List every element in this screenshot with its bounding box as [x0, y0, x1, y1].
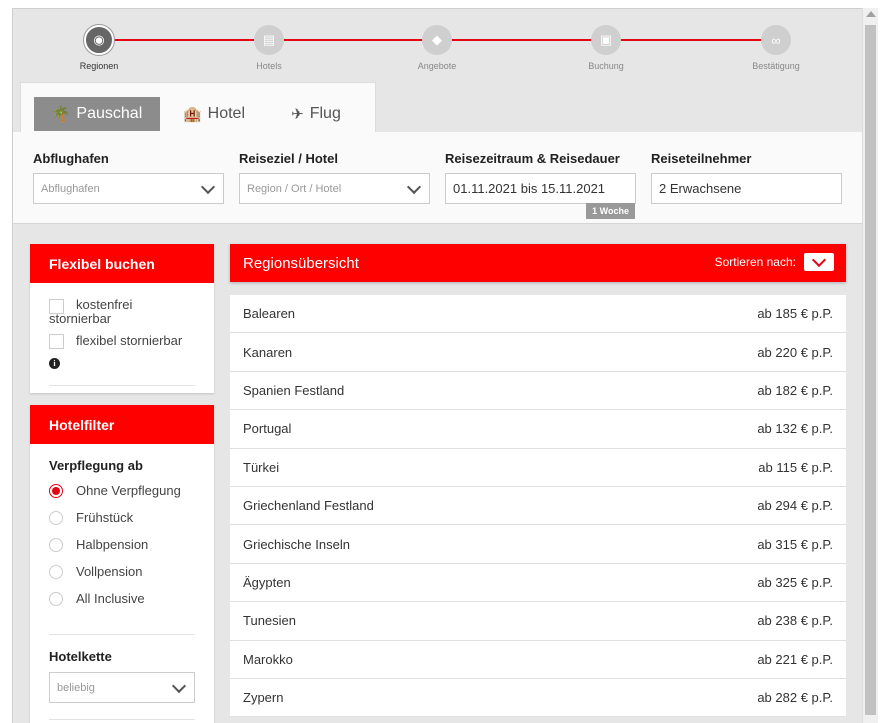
radio-label: Vollpension: [76, 564, 143, 579]
chevron-down-icon: [407, 180, 421, 194]
sort-label: Sortieren nach:: [714, 255, 796, 269]
radio-button[interactable]: [49, 565, 63, 579]
region-row[interactable]: [230, 372, 846, 410]
region-price: ab 282 € p.P.: [757, 690, 833, 706]
tag-icon: ◆: [422, 25, 452, 55]
step-label: Bestätigung: [752, 61, 800, 71]
checkbox[interactable]: [49, 334, 64, 349]
travellers-value: 2 Erwachsene: [659, 181, 742, 196]
region-name: Spanien Festland: [243, 382, 345, 398]
region-price: ab 182 € p.P.: [757, 382, 833, 398]
bed-icon: ▤: [254, 25, 284, 55]
palm-tree-icon: 🌴: [51, 106, 71, 123]
region-list: [230, 295, 846, 717]
region-name: Griechische Inseln: [243, 536, 350, 552]
flex-booking-card: [30, 244, 214, 393]
cart-icon: ▣: [591, 25, 621, 55]
region-name: Balearen: [243, 306, 296, 322]
region-price: ab 315 € p.P.: [757, 536, 833, 552]
radio-button[interactable]: [49, 538, 63, 552]
region-row[interactable]: [230, 410, 846, 448]
period-group: [445, 151, 636, 216]
board-option-all-inclusive[interactable]: [30, 585, 214, 612]
board-option-full[interactable]: [30, 558, 214, 585]
sort-control[interactable]: [715, 253, 834, 271]
search-form: [13, 132, 862, 224]
departure-select[interactable]: [33, 173, 224, 204]
step-angebote[interactable]: [377, 25, 497, 71]
tab-label: Flug: [309, 105, 341, 122]
step-label: Regionen: [79, 61, 119, 71]
divider: [49, 719, 195, 720]
period-label: Reisezeitraum & Reisedauer: [445, 151, 620, 166]
chain-value: beliebig: [57, 681, 95, 694]
divider: [49, 634, 195, 635]
destination-select[interactable]: [239, 173, 430, 204]
radio-label: All Inclusive: [76, 591, 145, 606]
region-row[interactable]: [230, 525, 846, 563]
departure-group: [33, 151, 224, 204]
region-name: Marokko: [243, 651, 293, 667]
region-overview-title: Regionsübersicht: [243, 254, 359, 272]
step-buchung[interactable]: [546, 25, 666, 71]
step-label: Angebote: [417, 61, 457, 71]
departure-label: Abflughafen: [33, 151, 109, 166]
plane-icon: ✈: [291, 106, 304, 123]
board-option-none[interactable]: [30, 477, 214, 504]
radio-button[interactable]: [49, 511, 63, 525]
radio-button[interactable]: [49, 592, 63, 606]
scrollbar-thumb[interactable]: [865, 25, 876, 715]
step-hotels[interactable]: [209, 25, 329, 71]
progress-stepper: [13, 9, 862, 81]
checkbox-label: kostenfrei stornierbar: [49, 297, 133, 326]
region-price: ab 115 € p.P.: [758, 459, 833, 475]
destination-label: Reiseziel / Hotel: [239, 151, 338, 166]
region-name: Zypern: [243, 690, 284, 706]
region-name: Griechenland Festland: [243, 498, 374, 514]
region-row[interactable]: [230, 333, 846, 371]
hotel-filter-card: [30, 405, 214, 723]
radio-label: Halbpension: [76, 537, 149, 552]
hotel-filter-title: Hotelfilter: [30, 405, 214, 444]
radio-button[interactable]: [49, 484, 63, 498]
map-pin-icon: ◉: [84, 25, 114, 55]
destination-group: [239, 151, 430, 204]
step-regionen[interactable]: [39, 25, 159, 71]
scroll-up-arrow-icon[interactable]: [866, 11, 876, 17]
region-row[interactable]: [230, 564, 846, 602]
region-name: Portugal: [243, 421, 292, 437]
booking-frame: [12, 8, 862, 723]
period-value: 01.11.2021 bis 15.11.2021: [453, 181, 606, 196]
info-row: [30, 353, 214, 371]
travellers-group: [651, 151, 842, 204]
info-icon[interactable]: i: [49, 358, 60, 369]
tab-flug[interactable]: [271, 97, 361, 131]
region-row[interactable]: [230, 487, 846, 525]
checkbox-label: flexibel stornierbar: [76, 333, 183, 348]
radio-label: Frühstück: [76, 510, 134, 525]
flex-booking-title: Flexibel buchen: [30, 244, 214, 283]
duration-badge: 1 Woche: [586, 203, 635, 219]
chevron-down-icon: [201, 180, 215, 194]
board-option-half[interactable]: [30, 531, 214, 558]
region-price: ab 185 € p.P.: [757, 306, 833, 322]
chain-label: Hotelkette: [49, 649, 112, 664]
handshake-icon: ∞: [761, 25, 791, 55]
board-label: Verpflegung ab: [49, 458, 143, 473]
tab-hotel[interactable]: [164, 97, 264, 131]
destination-placeholder: Region / Ort / Hotel: [247, 182, 342, 195]
region-price: ab 132 € p.P.: [757, 421, 833, 437]
tab-label: Hotel: [207, 105, 246, 122]
region-name: Tunesien: [243, 613, 296, 629]
radio-label: Ohne Verpflegung: [76, 483, 181, 498]
step-bestaetigung[interactable]: [716, 25, 836, 71]
region-row[interactable]: [230, 449, 846, 487]
tab-pauschal[interactable]: [34, 97, 160, 131]
travellers-label: Reiseteilnehmer: [651, 151, 752, 166]
flex-option-flexible-cancel[interactable]: [30, 333, 214, 349]
region-row[interactable]: [230, 679, 846, 717]
travellers-input[interactable]: [651, 173, 842, 204]
region-price: ab 294 € p.P.: [757, 498, 833, 514]
hotel-building-icon: 🏨: [182, 106, 202, 123]
region-row[interactable]: [230, 295, 846, 333]
scrollbar[interactable]: [862, 8, 878, 723]
divider: [49, 385, 195, 386]
region-name: Türkei: [243, 459, 280, 475]
region-overview-header: [230, 244, 846, 282]
chevron-down-icon[interactable]: [804, 253, 834, 271]
departure-placeholder: Abflughafen: [41, 182, 100, 195]
search-type-tabs: [20, 82, 376, 132]
chain-select[interactable]: [49, 672, 195, 703]
region-name: Ägypten: [243, 574, 291, 590]
period-input[interactable]: [445, 173, 636, 216]
region-price: ab 238 € p.P.: [757, 613, 833, 629]
region-row[interactable]: [230, 602, 846, 640]
region-price: ab 325 € p.P.: [757, 574, 833, 590]
region-name: Kanaren: [243, 344, 293, 360]
region-price: ab 221 € p.P.: [757, 651, 833, 667]
board-option-breakfast[interactable]: [30, 504, 214, 531]
tab-label: Pauschal: [76, 105, 143, 122]
step-label: Hotels: [256, 61, 282, 71]
region-row[interactable]: [230, 641, 846, 679]
step-label: Buchung: [588, 61, 624, 71]
flex-option-free-cancel[interactable]: [30, 298, 214, 326]
chevron-down-icon: [172, 679, 186, 693]
region-price: ab 220 € p.P.: [757, 344, 833, 360]
